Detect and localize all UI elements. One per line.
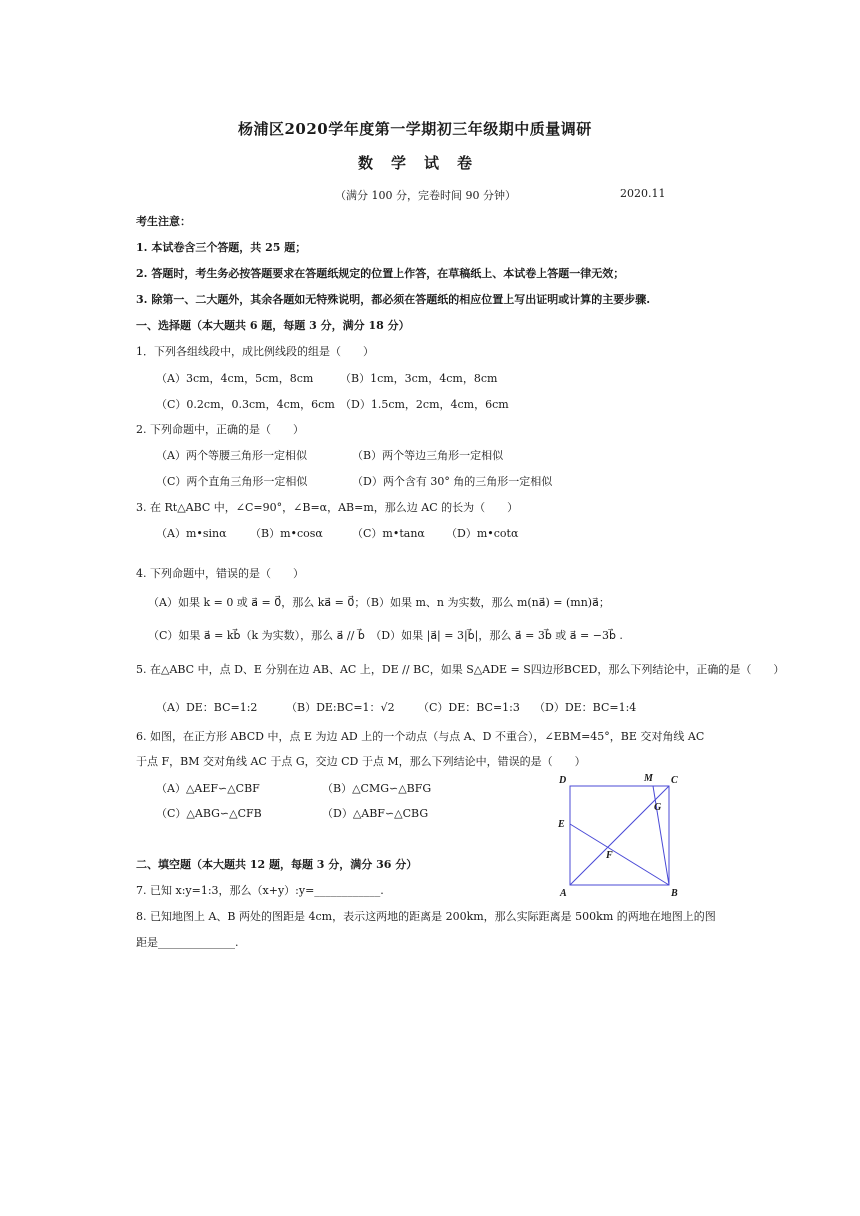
option-b: （B）△CMG∽△BFG <box>322 782 432 795</box>
point-label-g: G <box>654 802 662 813</box>
point-label-m: M <box>644 773 653 784</box>
point-label-a: A <box>560 888 567 899</box>
option-a: （A）3cm，4cm，5cm，8cm <box>156 372 314 385</box>
question-stem: 1．下列各组线段中，成比例线段的组是（ ） <box>136 345 374 358</box>
question-stem: 6. 如图，在正方形 ABCD 中，点 E 为边 AD 上的一个动点（与点 A、D 不重合），∠EBM=45°，BE 交对角线 AC <box>136 730 705 743</box>
point-label-f: F <box>606 850 613 861</box>
option-c: （C）两个直角三角形一定相似 <box>156 475 308 488</box>
notice-item: 1. 本试卷含三个答题，共 25 题； <box>136 241 307 254</box>
option-a: （A）△AEF∽△CBF <box>156 782 260 795</box>
point-label-c: C <box>671 775 678 786</box>
question-stem: 距是______________. <box>136 936 239 949</box>
option-b: （B）m•cosα <box>250 527 323 540</box>
option-d: （D）1.5cm，2cm，4cm，6cm <box>340 398 509 411</box>
notice-item: 2. 答题时，考生务必按答题要求在答题纸规定的位置上作答，在草稿纸上、本试卷上答题一律无效； <box>136 267 625 280</box>
point-label-e: E <box>558 819 565 830</box>
option-a: （A）两个等腰三角形一定相似 <box>156 449 307 462</box>
question-stem: 3. 在 Rt△ABC 中，∠C=90°，∠B=α，AB=m，那么边 AC 的长为（ ） <box>136 501 519 514</box>
question-stem: 2. 下列命题中，正确的是（ ） <box>136 423 304 436</box>
option-d: （D）DE：BC=1:4 <box>534 701 637 714</box>
option-a: （A）m•sinα <box>156 527 227 540</box>
notice-item: 3. 除第一、二大题外，其余各题如无特殊说明，都必须在答题纸的相应位置上写出证明或计算的主要步骤. <box>136 293 651 306</box>
option-d: （D）m•cotα <box>446 527 519 540</box>
line-bm <box>653 786 669 885</box>
option-b: （B）DE:BC=1：√2 <box>286 701 395 714</box>
exam-meta: （满分 100 分，完卷时间 90 分钟） <box>335 189 516 202</box>
exam-date: 2020.11 <box>620 187 666 200</box>
section-heading: 二、填空题（本大题共 12 题，每题 3 分，满分 36 分） <box>136 858 418 871</box>
question-stem: 5. 在△ABC 中，点 D、E 分别在边 AB、AC 上，DE // BC，如果 S△ADE = S四边形BCED，那么下列结论中，正确的是（ ） <box>136 663 785 676</box>
point-label-b: B <box>671 888 678 899</box>
option-line: （C）如果 a⃗ = kb⃗（k 为实数），那么 a⃗ // b⃗ （D）如果 |a⃗| = 3|b⃗|，那么 a⃗ = 3b⃗ 或 a⃗ = −3b⃗ . <box>148 629 623 642</box>
question-stem: 7. 已知 x:y=1:3，那么（x+y）:y=____________. <box>136 884 384 897</box>
section-heading: 一、选择题（本大题共 6 题，每题 3 分，满分 18 分） <box>136 319 410 332</box>
page-title: 杨浦区2020学年度第一学期初三年级期中质量调研 <box>238 120 592 138</box>
notice-heading: 考生注意： <box>136 215 191 228</box>
point-label-d: D <box>559 775 567 786</box>
option-d: （D）两个含有 30° 角的三角形一定相似 <box>352 475 553 488</box>
option-b: （B）两个等边三角形一定相似 <box>352 449 504 462</box>
question-stem: 8. 已知地图上 A、B 两处的图距是 4cm，表示这两地的距离是 200km，那么实际距离是 500km 的两地在地图上的图 <box>136 910 716 923</box>
option-b: （B）1cm，3cm，4cm，8cm <box>340 372 498 385</box>
paper-subtitle: 数学试卷 <box>358 154 491 172</box>
option-c: （C）0.2cm，0.3cm，4cm，6cm <box>156 398 335 411</box>
square-geometry-figure <box>555 770 695 900</box>
option-c: （C）m•tanα <box>352 527 425 540</box>
line-be <box>570 824 669 885</box>
option-d: （D）△ABF∽△CBG <box>322 807 429 820</box>
question-stem: 4. 下列命题中，错误的是（ ） <box>136 567 304 580</box>
option-c: （C）△ABG∽△CFB <box>156 807 262 820</box>
option-line: （A）如果 k = 0 或 a⃗ = 0⃗，那么 ka⃗ = 0⃗；（B）如果 m、n 为实数，那么 m(na⃗) = (mn)a⃗； <box>148 596 610 609</box>
question-stem: 于点 F，BM 交对角线 AC 于点 G，交边 CD 于点 M，那么下列结论中，错误的是（ ） <box>136 755 586 768</box>
option-c: （C）DE：BC=1:3 <box>418 701 520 714</box>
diagonal-ac <box>570 786 669 885</box>
option-a: （A）DE：BC=1:2 <box>156 701 258 714</box>
